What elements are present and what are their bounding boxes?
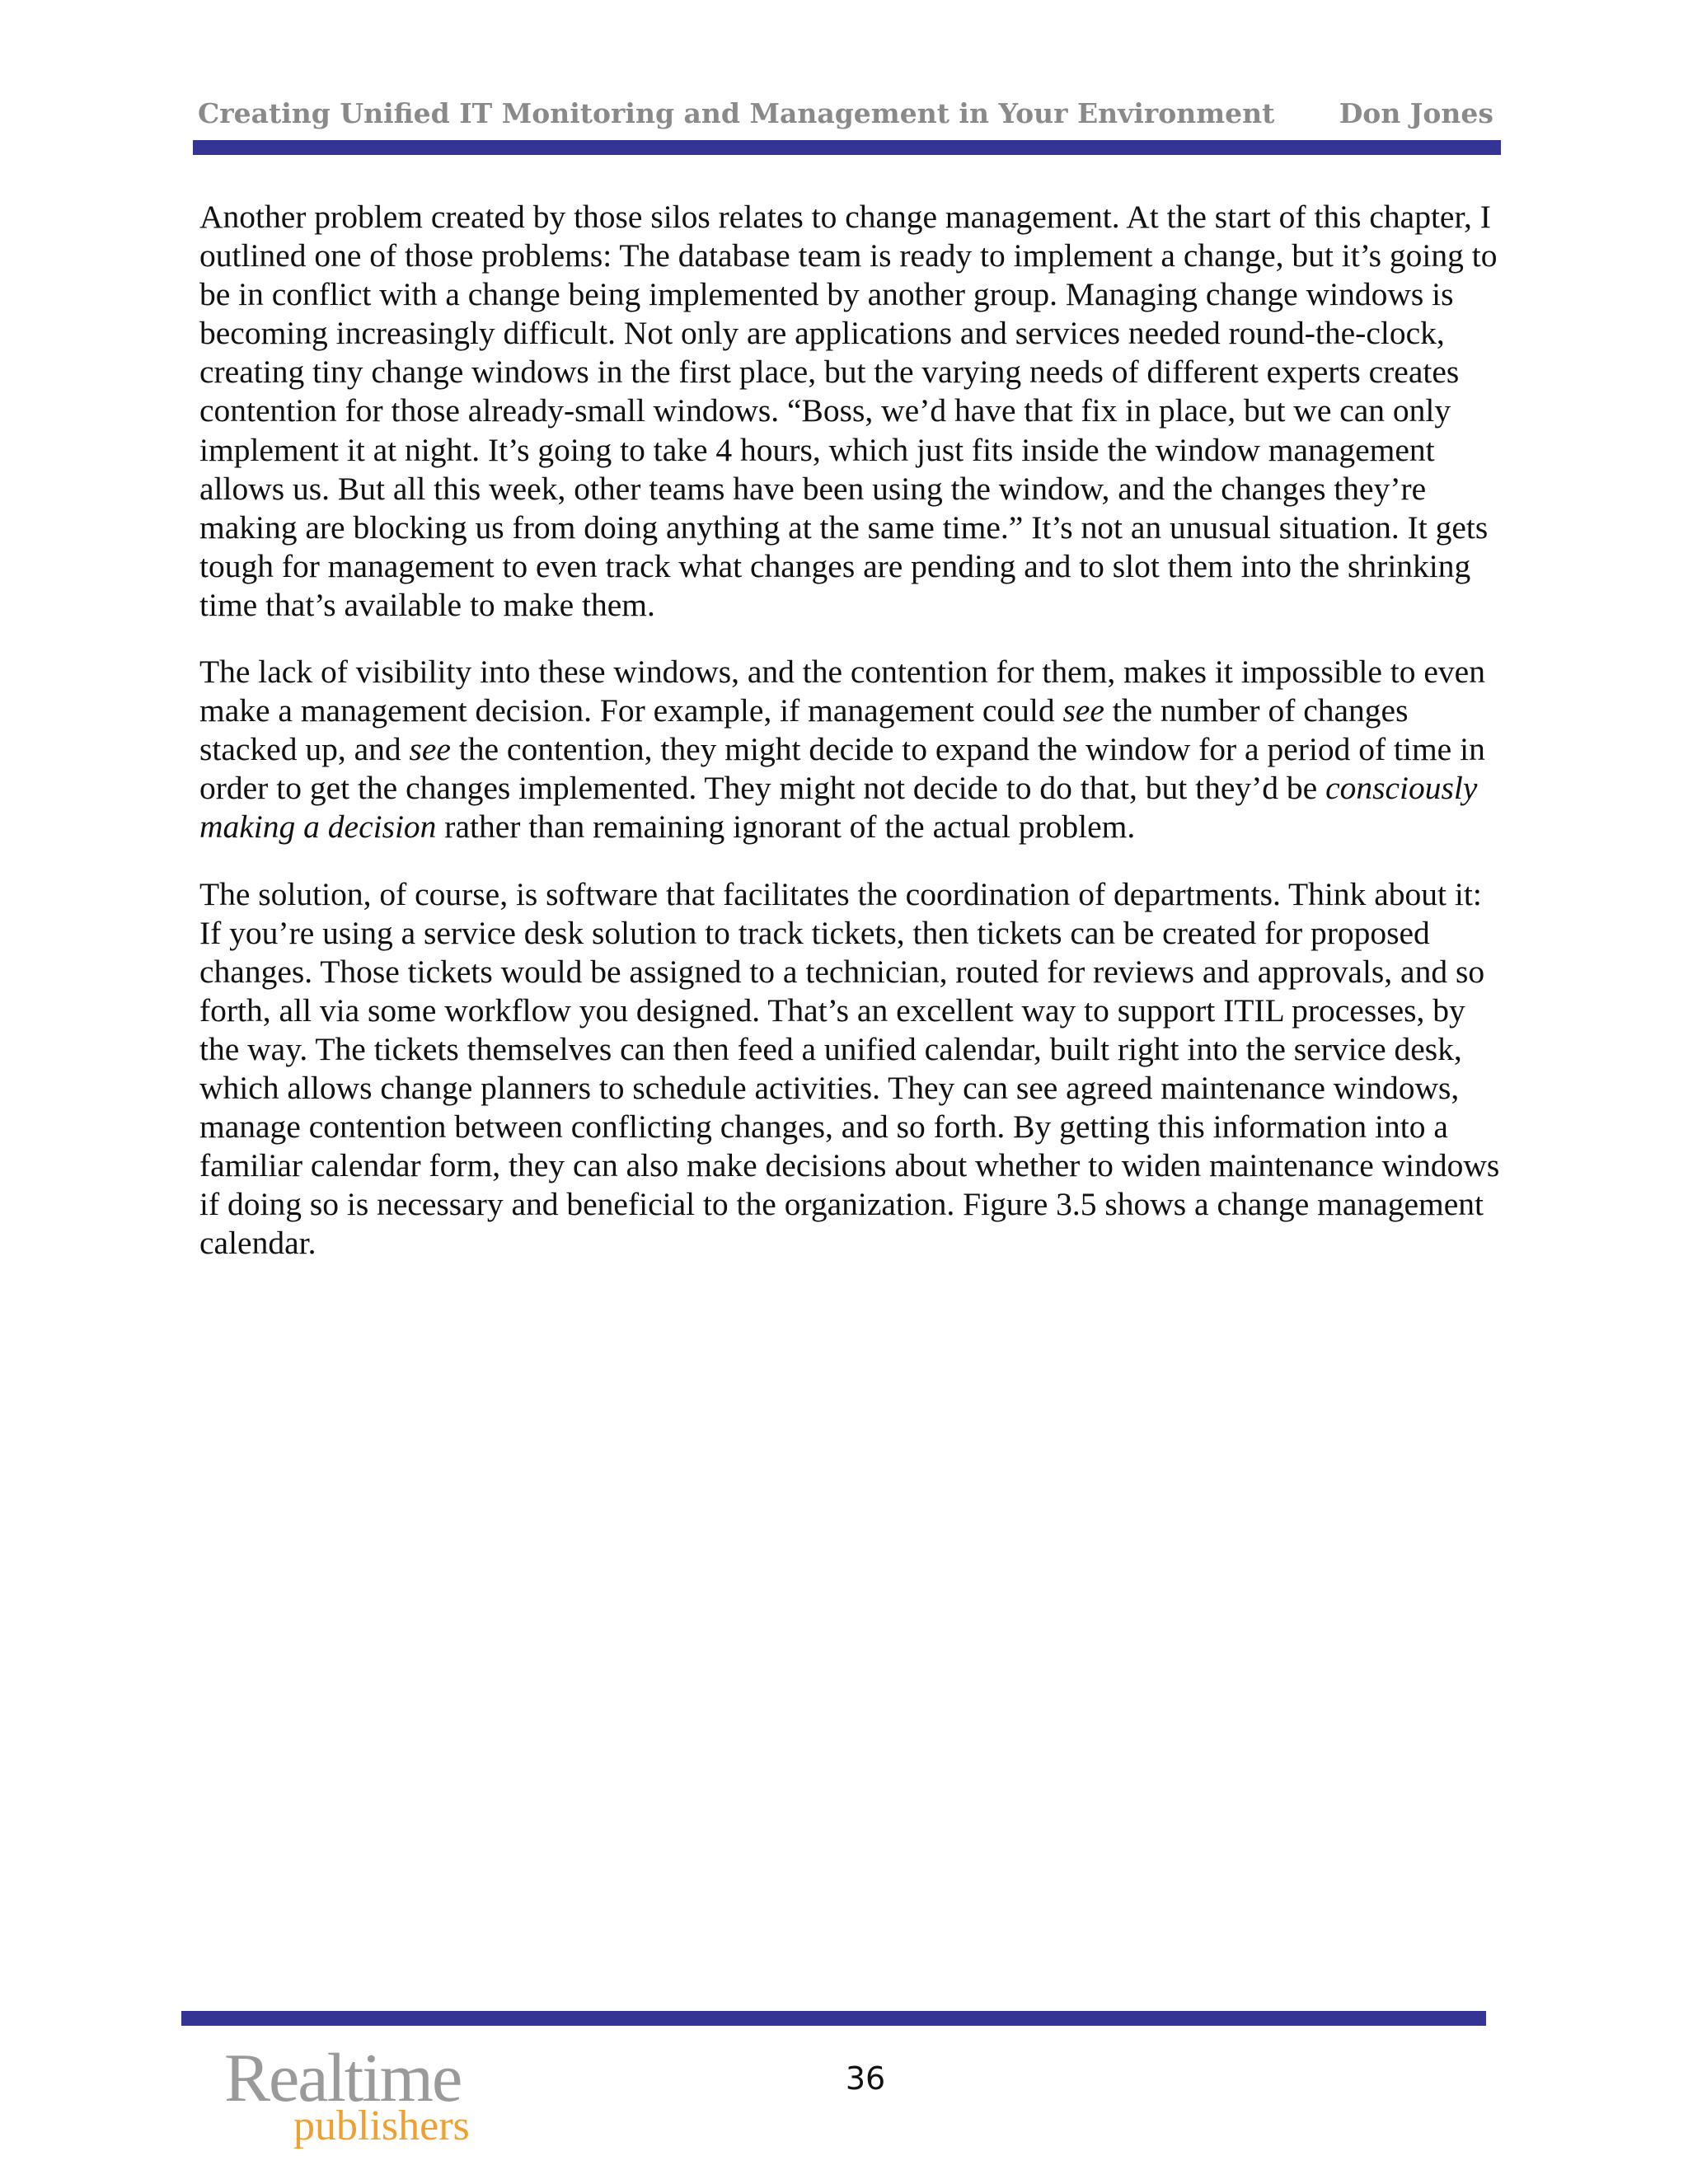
emphasis-see-2: see <box>409 731 451 768</box>
logo-realtime-text: Realtime <box>224 2040 462 2116</box>
paragraph-2 <box>199 653 1502 846</box>
header-rule <box>193 140 1501 155</box>
realtime-publishers-logo <box>224 2040 488 2159</box>
header-author: Don Jones <box>1339 97 1493 129</box>
paragraph-1: Another problem created by those silos relates to change management. At the start of this chapter, I outlined one of those problems: The database team is ready to implement a change, but it’s going to be in conflict with a change being implemented by another group. Managing change windows is becoming increasingly difficult. Not only are applications and services needed round-the-clock, creating tiny change windows in the first place, but the varying needs of different experts creates contention for those already-small windows. “Boss, we’d have that fix in place, but we can only implement it at night. It’s going to take 4 hours, which just fits inside the window management allows us. But all this week, other teams have been using the window, and the changes they’re making are blocking us from doing anything at the same time.” It’s not an unusual situation. It gets tough for management to even track what changes are pending and to slot them into the shrinking time that’s available to make them. <box>199 199 1498 623</box>
paragraph-2-text-4: rather than remaining ignorant of the actual problem. <box>436 808 1136 846</box>
logo-publishers-text: publishers <box>293 2102 470 2149</box>
running-header <box>198 97 1493 138</box>
body-text <box>199 198 1502 1291</box>
paragraph-2-text-1: The lack of visibility into these windows, and the contention for them, makes it impossible to even make a management decision. For example, if management could <box>199 654 1485 729</box>
header-title: Creating Unified IT Monitoring and Management in Your Environment <box>198 97 1275 129</box>
paragraph-3: The solution, of course, is software that facilitates the coordination of departments. Think about it: If you’re using a service desk solution to track tickets, then tickets can be created for proposed changes. Those tickets would be assigned to a technician, routed for reviews and approvals, and so forth, all via some workflow you designed. That’s an excellent way to support ITIL processes, by the way. The tickets themselves can then feed a unified calendar, built right into the service desk, which allows change planners to schedule activities. They can see agreed maintenance windows, manage contention between conflicting changes, and so forth. By getting this information into a familiar calendar form, they can also make decisions about whether to widen maintenance windows if doing so is necessary and beneficial to the organization. Figure 3.5 shows a change management calendar. <box>199 875 1500 1262</box>
emphasis-conscious-decision: consciously making a decision <box>199 770 1478 846</box>
paragraph-2-text-2: the number of changes stacked up, and <box>199 692 1409 768</box>
emphasis-see-1: see <box>1062 692 1104 729</box>
paragraph-2-text-3: the contention, they might decide to expand the window for a period of time in order to get the changes implemented. They might not decide to do that, but they’d be <box>199 731 1485 807</box>
footer-rule <box>181 2011 1486 2026</box>
page-number: 36 <box>845 2060 886 2097</box>
